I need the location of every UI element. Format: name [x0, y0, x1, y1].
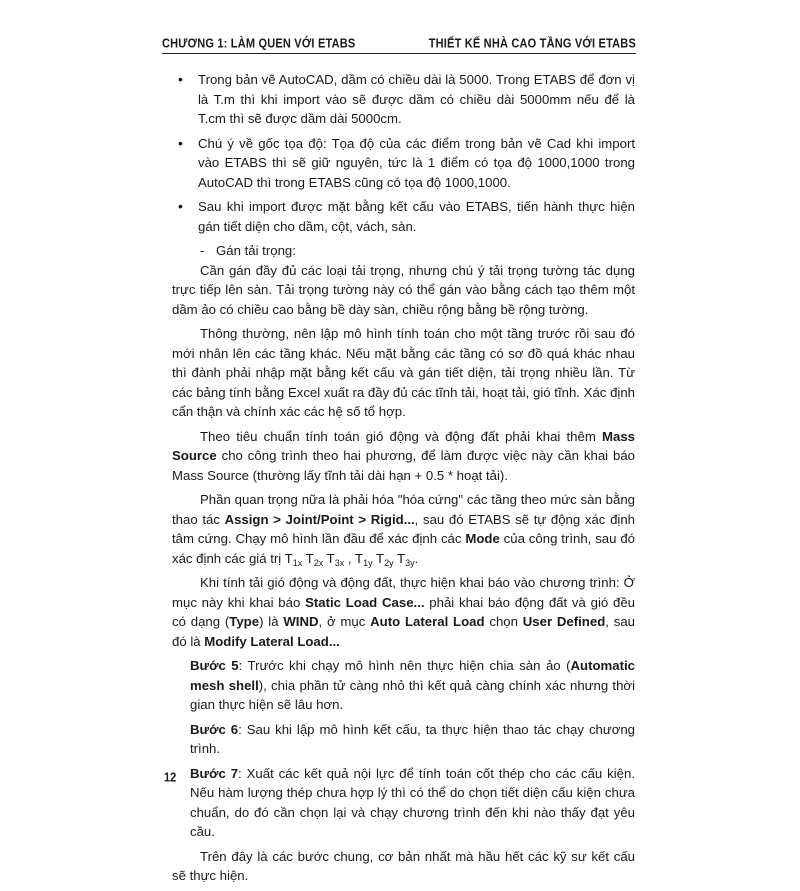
text-run: chọn [484, 614, 523, 629]
paragraph-summary: Trên đây là các bước chung, cơ bản nhất mà hầu hết các kỹ sư kết cấu sẽ thực hiện. [172, 848, 635, 883]
text-run: Khi tính tải gió động và động đất, thực hiện khai báo vào chương trình: Ở mục này khi khai báo [172, 575, 635, 610]
text-run: , sau đó ETABS sẽ tự động xác định tâm cứng. Chạy mô hình lần đầu để xác định các [172, 511, 635, 546]
dash-text: Gán tải trọng: [216, 243, 296, 258]
bold-term: Mass Source [172, 428, 635, 463]
step-5 [170, 656, 635, 715]
text-run: phải khai báo động đất và gió đều có dạng ( [172, 594, 635, 629]
step-label: Bước 5 [190, 658, 239, 673]
step-7 [170, 764, 635, 842]
bullet-item: • Chú ý về gốc tọa độ: Tọa độ của các điểm trong bản vẽ Cad khi import vào ETABS thì sẽ giữ nguyên, tức là 1 điểm có tọa độ 1000,1000 trong AutoCAD thì trong ETABS cũng có tọa độ 1000,1000. [170, 134, 635, 193]
step-label: Bước 6 [190, 721, 239, 737]
dash-mark: - [200, 243, 205, 258]
bullet-item: • Trong bản vẽ AutoCAD, dầm có chiều dài là 5000. Trong ETABS để đơn vị là T.m thì khi import vào sẽ được dầm có chiều dài 5000mm nếu để là T.cm thì sẽ được dầm dài 5000cm. [170, 70, 635, 129]
text-run: Theo tiêu chuẩn tính toán gió động và động đất phải khai thêm [200, 428, 602, 444]
bold-term: User Defined [522, 614, 606, 629]
bold-term: Automatic mesh shell [190, 658, 635, 693]
text-run: . [414, 550, 419, 566]
bullet-item: • Sau khi import được mặt bằng kết cấu vào ETABS, tiến hành thực hiện gán tiết diện cho dầm, cột, vách, sàn. [170, 197, 635, 236]
bold-term: Auto Lateral Load [370, 614, 485, 629]
bold-term: Type [229, 614, 260, 629]
period-symbol: T [302, 550, 314, 566]
text-run: , ở mục [318, 614, 371, 629]
text-run: : Xuất các kết quả nội lực để tính toán cốt thép cho các cấu kiện. Nếu hàm lượng thép chưa hợp lý thì có thể do chọn tiết diện cấu kiện chưa chuẩn, do đó cần chọn lại và chạy chương trình đến khi nào thấy đạt yêu cầu. [190, 765, 636, 839]
period-subscript: 3y [405, 557, 415, 568]
period-symbol: T [393, 550, 406, 566]
period-subscript: 2x [313, 557, 324, 568]
period-symbol: T [284, 550, 293, 566]
bold-term: Assign > Joint/Point > Rigid... [224, 511, 415, 527]
period-subscript: 3x [334, 557, 345, 568]
text-run: : Trước khi chạy mô hình nên thực hiện chia sàn ảo ( [238, 658, 571, 673]
paragraph-mass-source [170, 427, 635, 486]
paragraph-wall-load: Cần gán đầy đủ các loại tải trọng, nhưng chú ý tải trọng tường tác dụng trực tiếp lên sàn. Tải trọng tường này có thể gán vào bằng cách tạo thêm một dầm ảo có chiều cao bằng bề dày sàn, chiều rộng bằng bề rộng tường. [172, 262, 635, 317]
text-run: cho công trình theo hai phương, để làm được việc này cần khai báo Mass Source (thường lấy tĩnh tải dài hạn + 0.5 * hoạt tải). [172, 448, 635, 483]
bold-term: WIND [283, 614, 319, 629]
chapter-title: CHƯƠNG 1: LÀM QUEN VỚI ETABS [162, 37, 356, 51]
step-6 [170, 720, 635, 759]
bold-term: Static Load Case... [305, 594, 425, 610]
step-label: Bước 7 [190, 765, 239, 781]
period-subscript: 1y [363, 557, 373, 568]
text-run: , sau đó là [172, 614, 635, 649]
bold-term: Modify Lateral Load... [204, 633, 340, 649]
period-symbol: T [323, 550, 335, 566]
text-run: , [344, 550, 355, 566]
text-run: ) là [259, 614, 284, 629]
page-number: 12 [164, 771, 177, 785]
period-symbol: T [355, 550, 364, 566]
period-symbol: T [372, 550, 385, 566]
period-subscript: 2y [384, 557, 394, 568]
paragraph-lateral-load [170, 573, 635, 651]
header-rule [162, 53, 636, 54]
text-run: Phần quan trọng nữa là phải hóa "hóa cứng" các tầng theo mức sàn bằng thao tác [172, 492, 635, 527]
period-subscript: 1x [292, 557, 303, 568]
bold-term: Mode [465, 531, 500, 546]
text-run: : Sau khi lập mô hình kết cấu, ta thực hiện thao tác chạy chương trình. [190, 721, 636, 756]
book-title: THIẾT KẾ NHÀ CAO TẦNG VỚI ETABS [428, 37, 636, 51]
dash-item [170, 241, 635, 261]
paragraph-modeling: Thông thường, nên lập mô hình tính toán cho một tầng trước rồi sau đó mới nhân lên các tầng khác. Nếu mặt bằng các tầng có sơ đồ quá khác nhau thì đành phải nhập mặt bằng kết cấu và gán tiết diện, tải trọng nhiều lần. Từ các bảng tính bằng Excel xuất ra đầy đủ các tĩnh tải, hoạt tải, gió tĩnh. Xác định cẩn thận và chính xác các hệ số tổ hợp. [172, 326, 635, 419]
running-header [162, 37, 636, 51]
text-run: ), chia phần tử càng nhỏ thì kết quả càng chính xác nhưng thời gian thực hiện sẽ lâu hơn. [190, 677, 635, 712]
text-run: của công trình, sau đó xác định các giá trị [172, 531, 635, 566]
paragraph-rigid [170, 490, 635, 568]
page-body [170, 70, 635, 891]
